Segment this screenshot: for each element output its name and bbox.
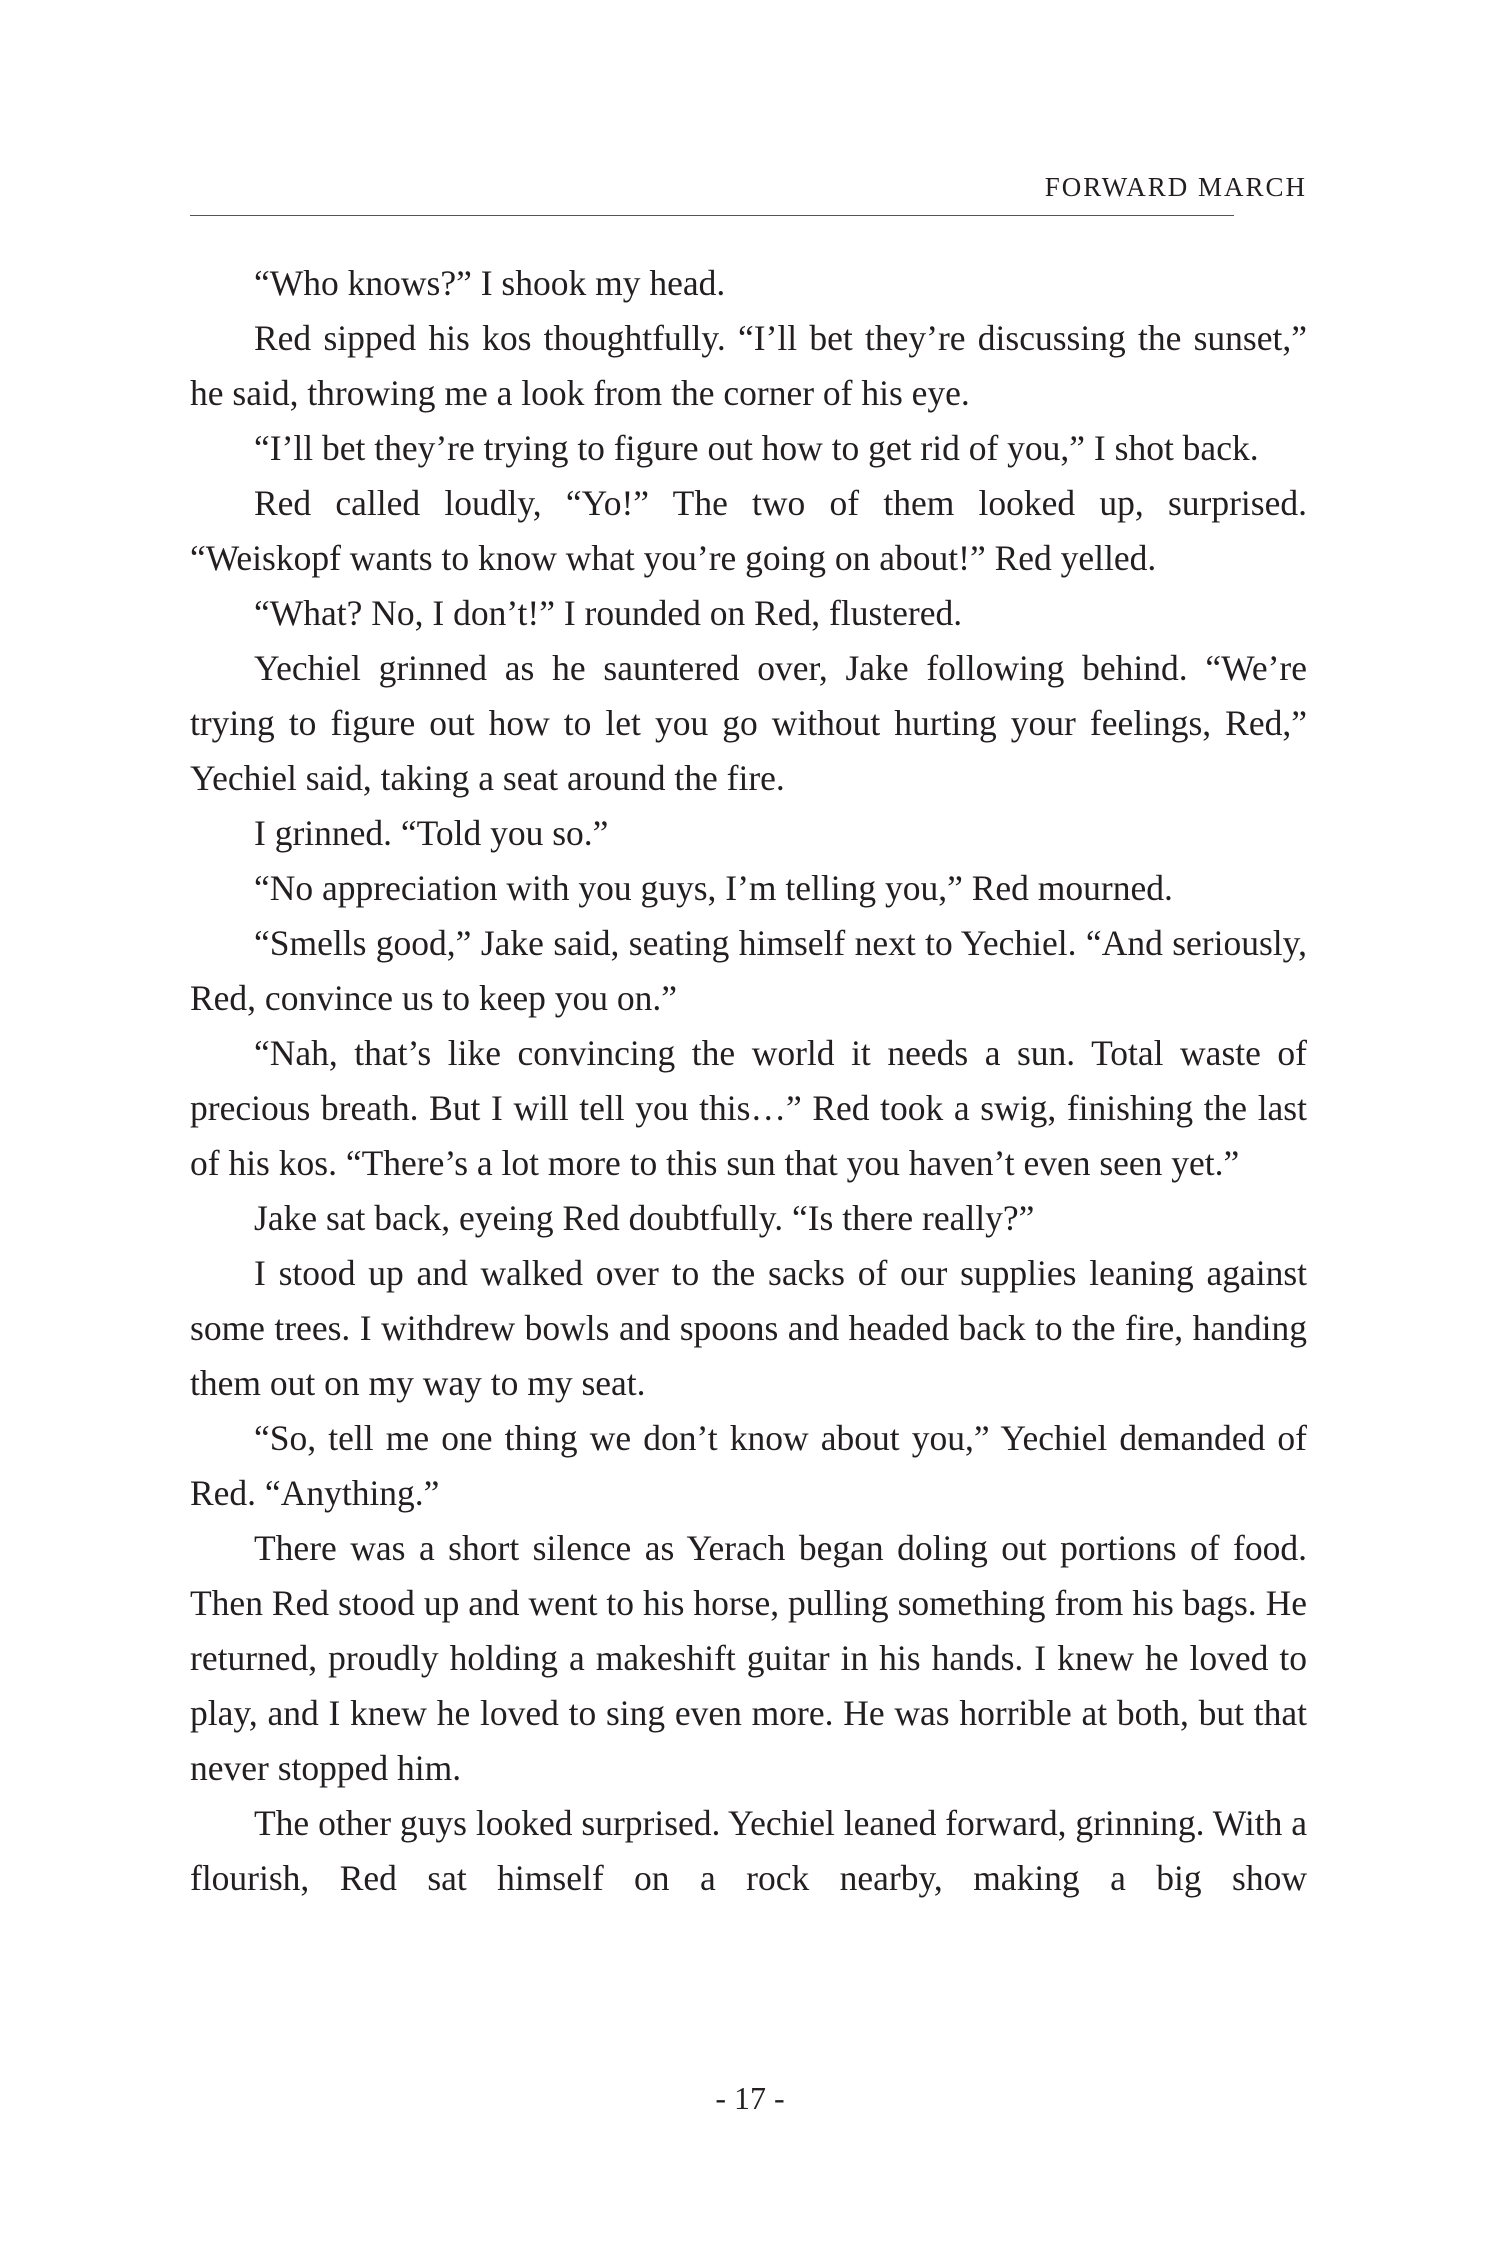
paragraph: Red sipped his kos thoughtfully. “I’ll bet they’re discussing the sunset,” he said, throwing me a look from the corner of his eye. [190, 318, 1307, 413]
paragraph: “Nah, that’s like convincing the world it needs a sun. Total waste of precious breath. But I will tell you this…” Red took a swig, finishing the last of his kos. “There’s a lot more to this sun that you haven’t even seen yet.” [190, 1033, 1307, 1183]
paragraph: Jake sat back, eyeing Red doubtfully. “Is there really?” [254, 1198, 1035, 1238]
paragraph: Yechiel grinned as he sauntered over, Jake following behind. “We’re trying to figure out how to let you go without hurting your feelings, Red,” Yechiel said, taking a seat around the fire. [190, 648, 1307, 798]
body-text [190, 256, 1307, 1906]
paragraph: I stood up and walked over to the sacks of our supplies leaning against some trees. I withdrew bowls and spoons and headed back to the fire, handing them out on my way to my seat. [190, 1253, 1307, 1403]
paragraph: “No appreciation with you guys, I’m telling you,” Red mourned. [254, 868, 1173, 908]
paragraph: “I’ll bet they’re trying to figure out how to get rid of you,” I shot back. [254, 428, 1259, 468]
paragraph: “Who knows?” I shook my head. [254, 263, 726, 303]
paragraph: Red called loudly, “Yo!” The two of them looked up, surprised. “Weiskopf wants to know what you’re going on about!” Red yelled. [190, 483, 1307, 578]
paragraph: There was a short silence as Yerach began doling out portions of food. Then Red stood up and went to his horse, pulling something from his bags. He returned, proudly holding a makeshift guitar in his hands. I knew he loved to play, and I knew he loved to sing even more. He was horrible at both, but that never stopped him. [190, 1528, 1307, 1788]
running-head: FORWARD MARCH [1044, 172, 1307, 202]
paragraph: “What? No, I don’t!” I rounded on Red, flustered. [254, 593, 963, 633]
paragraph: “So, tell me one thing we don’t know about you,” Yechiel demanded of Red. “Anything.” [190, 1418, 1307, 1513]
paragraph: “Smells good,” Jake said, seating himself next to Yechiel. “And seriously, Red, convince us to keep you on.” [190, 923, 1307, 1018]
paragraph: The other guys looked surprised. Yechiel leaned forward, grinning. With a flourish, Red sat himself on a rock nearby, making a big show [190, 1803, 1307, 1898]
page-number: - 17 - [715, 2080, 785, 2116]
paragraph: I grinned. “Told you so.” [254, 813, 609, 853]
header-rule [190, 215, 1234, 216]
